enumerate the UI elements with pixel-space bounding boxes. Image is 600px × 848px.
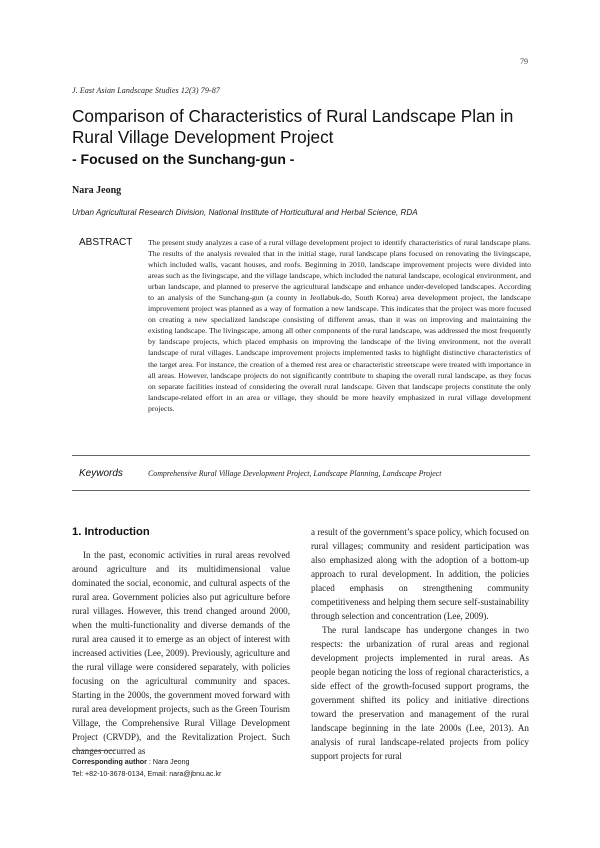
abstract-label: ABSTRACT	[79, 237, 133, 248]
keywords-label: Keywords	[79, 468, 123, 479]
author-name: Nara Jeong	[72, 185, 122, 196]
keywords-text: Comprehensive Rural Village Development Project, Landscape Planning, Landscape Project	[148, 469, 442, 478]
right-column	[311, 525, 529, 763]
keywords-top-divider	[72, 455, 530, 456]
intro-paragraph-2: The rural landscape has undergone changes in two respects: the urbanization of rural areas and regional development projects implemented in rural areas. As people began noticing the loss of regional characteristics, a side effect of the growth-focused support programs, the government shifted its policy and initiative directions toward the preservation and management of the rural landscape beginning in the late 2000s (Lee, 2013). An analysis of rural landscape-related projects from policy support projects for rural	[311, 625, 529, 761]
journal-reference: J. East Asian Landscape Studies 12(3) 79-87	[72, 86, 220, 95]
keywords-bottom-divider	[72, 490, 530, 491]
intro-paragraph-1: In the past, economic activities in rural areas revolved around agriculture and its multidimensional value dominated the social, economic, and cultural aspects of the rural area. Government policies also put agriculture before rural villages. However, this trend changed around 2000, when the multi-functionality and diverse demands of the rural area caused it to emerge as an object of interest with increased activities (Lee, 2009). Previously, agriculture and the rural village were considered separately, with policies focusing on the agricultural community and spaces. Starting in the 2000s, the government moved forward with rural area development projects, such as the Green Tourism Village, the Comprehensive Rural Village Development Project (CRVDP), and the Revitalization Project. Such changes occurred as	[72, 550, 290, 756]
footnote-name: : Nara Jeong	[148, 758, 190, 766]
intro-paragraph-1-continued: a result of the government’s space policy, which focused on rural villages; community and resident participation was also emphasized along with the adoption of a bottom-up approach to rural development. In addition, the policies placed emphasis on strengthening community competitiveness and helping them secure self-sustainability through selection and concentration (Lee, 2009).	[311, 527, 529, 621]
section-heading-introduction: 1. Introduction	[72, 526, 150, 538]
author-affiliation: Urban Agricultural Research Division, National Institute of Horticultural and Herbal Science, RDA	[72, 208, 418, 217]
page-number: 79	[520, 57, 528, 66]
footnote-contact: Tel: +82-10-3678-0134, Email: nara@jbnu.ac.kr	[72, 770, 222, 778]
footnote-divider	[72, 750, 115, 751]
footnote-label: Corresponding author	[72, 758, 147, 766]
left-column	[72, 548, 290, 758]
abstract-text: The present study analyzes a case of a rural village development project to identify characteristics of rural landscape plans. The results of the analysis revealed that in the initial stage, rural landscape plans focused on renovating the livingscape, which included walls, vacant houses, and roofs. Beginning in 2010, landscape improvement projects were divided into areas such as the livingscape, and the village landscape, which included the natural landscape, ecological environment, and urban landscape, and planned to preserve the agricultural landscape and enhance under-developed landscapes. According to an analysis of the Sunchang-gun (a county in Jeollabuk-do, South Korea) area development project, the landscape improvement project was planned as a way of formation a new landscape. This indicates that the project was more focused on creating a new specialized landscape consisting of different areas, than it was on improving and maintaining the existing landscape. The livingscape, among all other components of the rural landscape, was addressed the most frequently by landscape projects, which placed emphasis on improving the landscape of the living environment, not the overall landscape of rural villages. Landscape improvement projects implemented tasks to highlight distinctive characteristics of the target area. For instance, the creation of a themed rest area or characteristic streetscape were treated with importance in all areas. However, landscape projects do not significantly contribute to shaping the overall rural landscape, as they focus on separate facilities instead of considering the overall rural landscape. Given that landscape projects constitute the only landscape-related effort in an area or village, they should be more heavily emphasized in rural village development projects.	[148, 238, 531, 413]
corresponding-author-footnote	[72, 756, 221, 780]
paper-subtitle: - Focused on the Sunchang-gun -	[72, 151, 295, 167]
paper-title: Comparison of Characteristics of Rural Landscape Plan in Rural Village Development Project	[72, 106, 514, 147]
